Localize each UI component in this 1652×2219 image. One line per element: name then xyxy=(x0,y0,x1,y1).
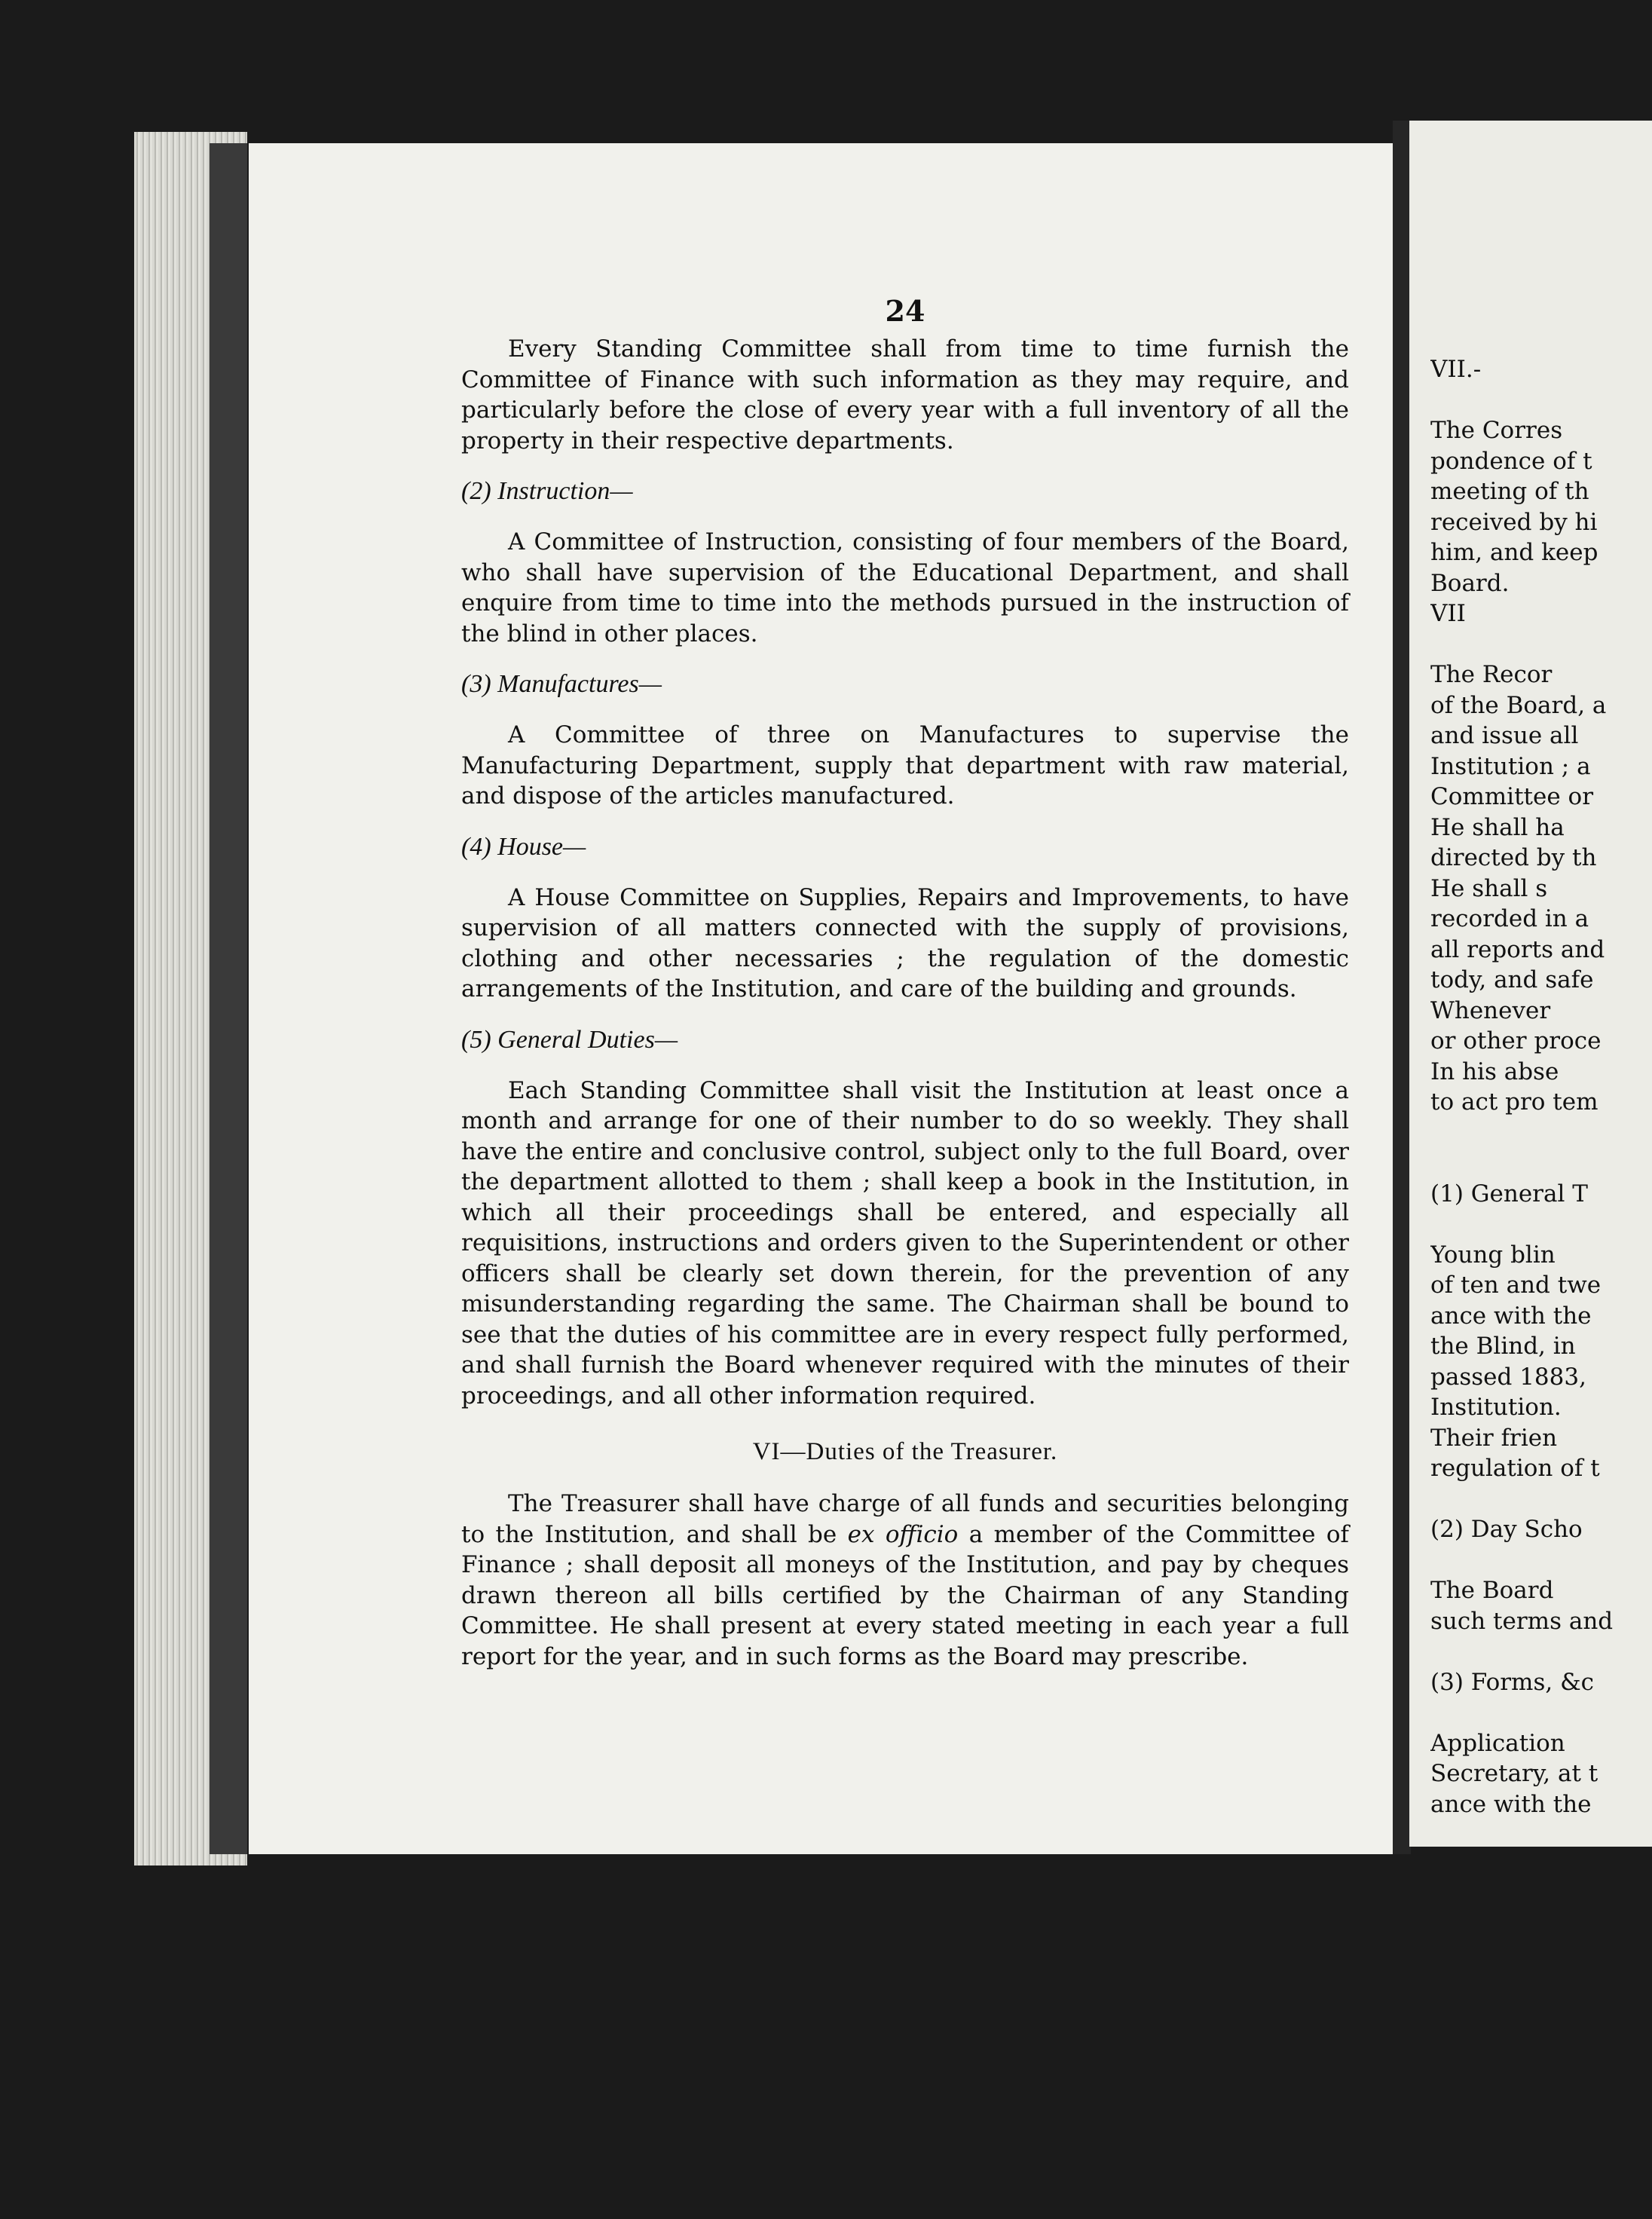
book-spine-shadow xyxy=(210,143,247,1854)
right-page-line: passed 1883, xyxy=(1430,1363,1586,1391)
right-page-line xyxy=(1430,1118,1652,1149)
page-number: 24 xyxy=(885,294,925,328)
right-page-line xyxy=(1430,1545,1652,1576)
right-page-line: Application xyxy=(1430,1729,1565,1757)
left-page-text xyxy=(461,294,1349,1672)
treasurer-section-title: VI—Duties of the Treasurer. xyxy=(752,1438,1058,1465)
right-page-line: Whenever xyxy=(1430,996,1551,1024)
right-page-line: or other proce xyxy=(1430,1027,1602,1054)
book-gutter xyxy=(1393,121,1411,1854)
right-page-line: of the Board, a xyxy=(1430,691,1607,719)
right-page-line: tody, and safe xyxy=(1430,966,1594,993)
treasurer-text-before: The Treasurer shall have charge of all funds and securities belonging to the Institution, and shall be xyxy=(461,1490,1349,1548)
treasurer-text-after: a member of the Committee of Finance ; shall deposit all moneys of the Institution, and pay by cheques drawn thereon all bills certified by the Chairman of any Standing Committee. He shall present at every stated meeting in each year a full report for the year, and in such forms as the Board may prescribe. xyxy=(461,1520,1349,1670)
right-page-line: Secretary, at t xyxy=(1430,1760,1598,1787)
right-page-line: (1) General T xyxy=(1430,1180,1588,1207)
right-page-line: recorded in a xyxy=(1430,905,1589,932)
section-heading-manufactures: (3) Manufactures— xyxy=(461,670,662,698)
right-page-line: He shall ha xyxy=(1430,813,1565,841)
right-page-line: Their frien xyxy=(1430,1424,1558,1452)
right-page-line: Institution. xyxy=(1430,1394,1562,1421)
right-page-line: to act pro tem xyxy=(1430,1088,1598,1116)
right-page-line xyxy=(1430,1209,1652,1240)
right-page-line: The Corres xyxy=(1430,417,1563,444)
right-page-line: and issue all xyxy=(1430,722,1579,749)
right-page-line: ance with the xyxy=(1430,1302,1592,1330)
treasurer-text-italic: ex officio xyxy=(847,1520,959,1548)
section-heading-instruction: (2) Instruction— xyxy=(461,477,633,505)
right-page-line: meeting of th xyxy=(1430,478,1589,505)
right-page-line: (2) Day Scho xyxy=(1430,1516,1583,1543)
right-page-line xyxy=(1430,385,1652,416)
right-page-line: Committee or xyxy=(1430,783,1594,810)
right-page-line: received by hi xyxy=(1430,508,1598,536)
right-page-line: VII.- xyxy=(1430,356,1482,383)
right-page-text xyxy=(1430,354,1652,1820)
section-text-general-duties: Each Standing Committee shall visit the Institution at least once a month and arrange for one of their number to do so weekly. They shall have the entire and conclusive control, subject only to the full Board, over the department allotted to them ; shall keep a book in the Institution, in which all their proceedings shall be entered, and especially all requisitions, instructions and orders given to the Superintendent or other officers shall be clearly set down therein, for the prevention of any misunderstanding regarding the same. The Chairman shall be bound to see that the duties of his committee are in every respect fully performed, and shall furnish the Board whenever required with the minutes of their proceedings, and all other information required. xyxy=(461,1076,1349,1409)
right-page-line: him, and keep xyxy=(1430,539,1598,566)
right-page-line: Young blin xyxy=(1430,1241,1556,1269)
right-page-line: The Board xyxy=(1430,1577,1554,1604)
right-page-line: directed by th xyxy=(1430,844,1597,871)
right-page-line: of ten and twe xyxy=(1430,1272,1602,1299)
right-page-line: He shall s xyxy=(1430,874,1548,902)
right-page-line: VII xyxy=(1430,600,1466,627)
right-page-line: pondence of t xyxy=(1430,447,1592,475)
section-text-manufactures: A Committee of three on Manufactures to supervise the Manufacturing Department, supply that department with raw material, and dispose of the articles manufactured. xyxy=(461,721,1349,810)
right-page-line xyxy=(1430,1697,1652,1728)
section-heading-general-duties: (5) General Duties— xyxy=(461,1025,678,1054)
section-text-house: A House Committee on Supplies, Repairs and Improvements, to have supervision of all matters connected with the supply of provisions, clothing and other necessaries ; the regulation of the domestic arrangements of the Institution, and care of the building and grounds. xyxy=(461,883,1349,1002)
right-page-line: (3) Forms, &c xyxy=(1430,1668,1595,1696)
right-page-line: The Recor xyxy=(1430,661,1553,688)
section-heading-house: (4) House— xyxy=(461,832,586,861)
intro-paragraph: Every Standing Committee shall from time to time furnish the Committee of Finance with such information as they may require, and particularly before the close of every year with a full inventory of all the property in their respective departments. xyxy=(461,335,1349,455)
right-page-line xyxy=(1430,629,1652,660)
right-page-line: Institution ; a xyxy=(1430,752,1591,780)
right-page-line xyxy=(1430,1148,1652,1179)
right-page-line: regulation of t xyxy=(1430,1455,1600,1482)
right-page-line: Board. xyxy=(1430,569,1510,597)
treasurer-paragraph xyxy=(461,1489,1349,1672)
right-page-line xyxy=(1430,1484,1652,1515)
right-page-line: the Blind, in xyxy=(1430,1333,1576,1360)
right-page-line: ance with the xyxy=(1430,1790,1592,1818)
right-page-line: all reports and xyxy=(1430,935,1605,963)
right-page-line: In his abse xyxy=(1430,1057,1559,1085)
section-text-instruction: A Committee of Instruction, consisting of four members of the Board, who shall have supervision of the Educational Department, and shall enquire from time to time into the methods pursued in the instruction of the blind in other places. xyxy=(461,528,1349,647)
right-page-line xyxy=(1430,1636,1652,1667)
right-page-line: such terms and xyxy=(1430,1607,1614,1635)
